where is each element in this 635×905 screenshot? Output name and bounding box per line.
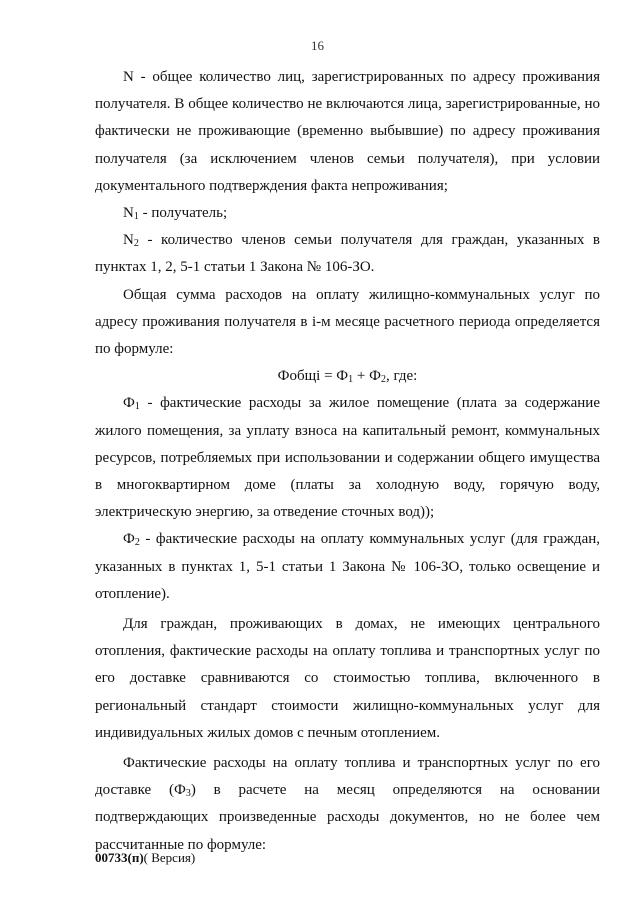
- body-text: [95, 64, 600, 859]
- paragraph-definition-n2: $N_2$ - количество членов семьи получателя для граждан, указанных в пунктах 1, 2, 5-1 статьи 1 Закона № 106-ЗО.: [95, 232, 600, 276]
- formula-line: Фобщi = $Ф_1 + Ф_2$, где:: [277, 368, 418, 386]
- document-footer: [95, 850, 195, 866]
- footer-code: 00733(п): [95, 850, 144, 865]
- paragraph-definition-f1: $Ф_1$ - фактические расходы за жилое помещение (плата за содержание жилого помещения, за уплату взноса на капитальный ремонт, коммунальных ресурсов, потребляемых при использовании и содержании общего имущества в многоквартирном доме (платы за холодную воду, горячую воду, электрическую энергию, за отведение сточных вод));: [95, 395, 600, 521]
- paragraph-definition-n: N - общее количество лиц, зарегистрированных по адресу проживания получателя. В общее количество не включаются лица, зарегистрированные, но фактически не проживающие (временно выбывшие) по адресу проживания получателя (за исключением членов семьи получателя), при условии документального подтверждения факта непроживания;: [95, 69, 600, 194]
- page-number: 16: [311, 38, 324, 53]
- paragraph-total-expenses: Общая сумма расходов на оплату жилищно-коммунальных услуг по адресу проживания получателя в i-м месяце расчетного периода определяется по формуле:: [95, 286, 600, 358]
- footer-version: ( Версия): [143, 850, 196, 865]
- paragraph-definition-n1: $N_1$ - получатель;: [123, 205, 228, 223]
- paragraph-no-central-heating: Для граждан, проживающих в домах, не имеющих центрального отопления, фактические расходы на оплату топлива и транспортных услуг по его доставке сравниваются со стоимостью топлива, включенного в региональный стандарт стоимости жилищно-коммунальных услуг для индивидуальных жилых домов с печным отоплением.: [95, 616, 600, 741]
- paragraph-fuel-expenses: Фактические расходы на оплату топлива и транспортных услуг по его доставке $(Ф_3)$ в расчете на месяц определяются на основании подтверждающих произведенные расходы документов, но не более чем рассчитанные по формуле:: [95, 755, 601, 853]
- paragraph-definition-f2: $Ф_2$ - фактические расходы на оплату коммунальных услуг (для граждан, указанных в пунктах 1, 5-1 статьи 1 Закона № 106-ЗО, только освещение и отопление).: [95, 531, 600, 602]
